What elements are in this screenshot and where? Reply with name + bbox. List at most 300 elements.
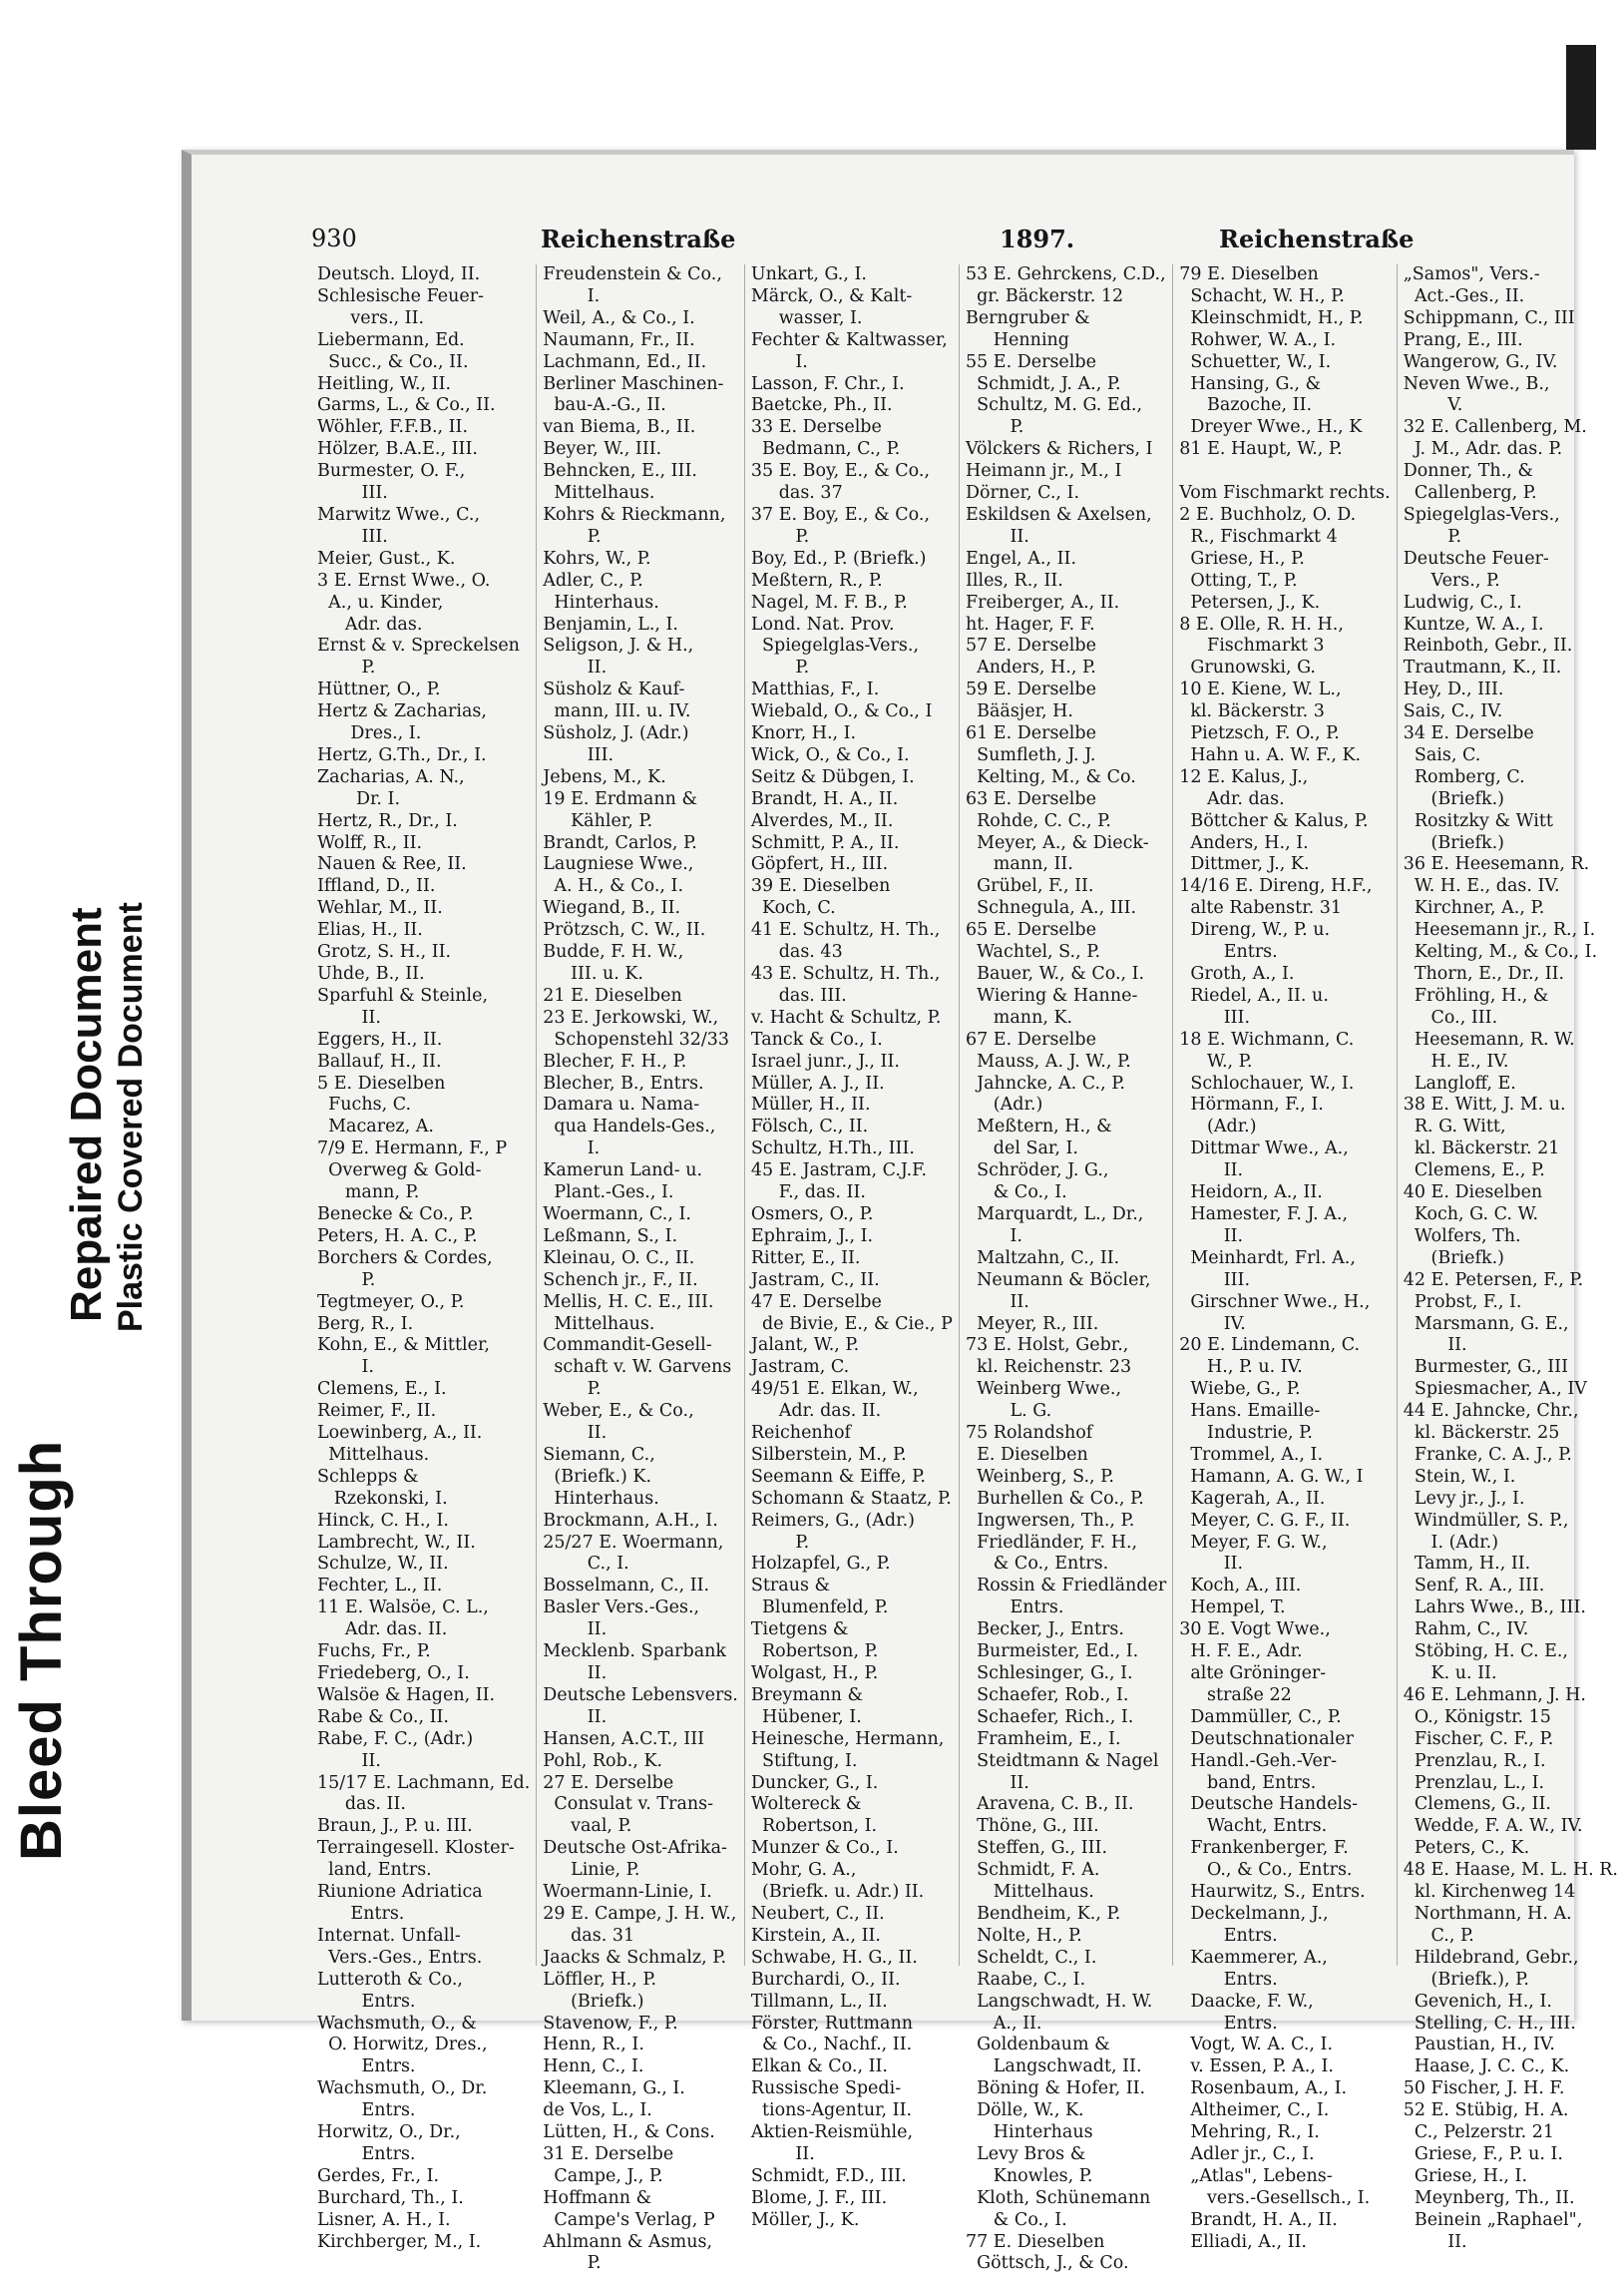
directory-entry-line: Rabe & Co., II. [317,1706,449,1727]
directory-entry-line: Lütten, H., & Cons. [543,2122,715,2143]
directory-entry-line: Mauss, A. J. W., P. [965,1051,1131,1072]
directory-entry-line: Göpfert, H., III. [750,854,889,875]
directory-entry-line: 21 E. Dieselben [543,985,682,1006]
directory-entry-line: F., das. II. [750,1182,866,1203]
directory-entry-line: Schopenstehl 32/33 [543,1029,730,1050]
directory-entry-line: Kelting, M., & Co., I. [1403,942,1598,963]
directory-entry-line: Grotz, S. H., II. [317,942,452,963]
directory-entry-line: Schultz, M. G. Ed., [965,395,1143,416]
directory-entry-line: Entrs. [1179,1925,1278,1946]
directory-entry-line: Reinboth, Gebr., II. [1403,636,1573,657]
directory-entry-line: Goldenbaum & [965,2035,1110,2055]
directory-entry-line: Freiberger, A., II. [965,592,1120,613]
directory-entry-line: Aravena, C. B., II. [965,1794,1134,1815]
page-number: 930 [311,225,357,252]
directory-entry-line: W. H. E., das. IV. [1403,876,1560,897]
directory-entry-line: Sparfuhl & Steinle, [317,985,489,1006]
directory-entry-line: Stiftung, I. [750,1750,858,1771]
directory-entry-line: Lachmann, Ed., II. [543,351,707,372]
directory-entry-line: Daacke, F. W., [1179,1991,1314,2012]
directory-entry-line: Brandt, H. A., II. [750,788,899,809]
directory-entry-line: Schwabe, H. G., II. [750,1947,918,1968]
directory-entry-line: 2 E. Buchholz, O. D. [1179,504,1357,525]
directory-entry-line: Jahncke, A. C., P. [965,1073,1125,1094]
directory-entry-line: Hinck, C. H., I. [317,1510,449,1531]
directory-entry-line: II. [543,658,608,679]
page-title-right: Reichenstraße [1219,225,1415,253]
directory-entry-line: Clemens, E., I. [317,1379,447,1400]
directory-entry-line: Commandit-Gesell- [543,1335,712,1356]
directory-entry-line: II. [543,1706,608,1727]
directory-entry-line: C., Pelzerstr. 21 [1403,2122,1555,2143]
directory-entry-line: Weinberg, S., P. [965,1466,1114,1487]
directory-entry-line: Thöne, G., III. [965,1816,1099,1837]
directory-entry-line: 31 E. Derselbe [543,2143,674,2164]
directory-entry-line: Clemens, G., II. [1403,1794,1551,1815]
directory-entry-line: Schultz, H.Th., III. [750,1138,915,1159]
directory-entry-line: Garms, L., & Co., II. [317,395,496,416]
directory-entry-line: Kohn, E., & Mittler, [317,1335,490,1356]
directory-entry-line: H. E., IV. [1403,1051,1509,1072]
directory-entry-line: 61 E. Derselbe [965,723,1096,744]
directory-entry-line: Koch, G. C. W. [1403,1203,1539,1224]
directory-entry-line: 81 E. Haupt, W., P. [1179,439,1343,460]
directory-entry-line: Meynberg, Th., II. [1403,2187,1575,2208]
directory-entry-line: Mittelhaus. [543,1313,655,1334]
directory-entry-line: Meyer, F. G. W., [1179,1532,1328,1553]
directory-entry-line: del Sar, I. [965,1138,1078,1159]
directory-entry-line: Kelting, M., & Co. [965,766,1136,787]
directory-entry-line: 10 E. Kiene, W. L., [1179,680,1342,700]
directory-entry-line: Prenzlau, R., I. [1403,1750,1546,1771]
directory-entry-line: Dreyer Wwe., H., K [1179,417,1363,438]
directory-entry-line: O. Horwitz, Dres., [317,2035,488,2055]
directory-entry-line: 67 E. Derselbe [965,1029,1096,1050]
directory-entry-line: Kirchberger, M., I. [317,2231,482,2252]
directory-entry-line: Russische Spedi- [750,2078,902,2099]
directory-entry-line: Meyer, C. G. F., II. [1179,1510,1351,1531]
directory-entry-line: V. [1403,395,1463,416]
directory-entry-line: P. [750,1532,810,1553]
directory-entry-line: Peters, H. A. C., P. [317,1225,478,1246]
directory-entry-line: de Vos, L., I. [543,2100,652,2121]
directory-entry-line: v. Hacht & Schultz, P. [750,1007,942,1028]
directory-entry-line: Donner, Th., & [1403,461,1533,482]
directory-entry-line: Levy Bros & [965,2143,1086,2164]
directory-entry-line: II. [543,1663,608,1683]
directory-entry-line: Vers., P. [1403,570,1500,591]
directory-entry-line: Benecke & Co., P. [317,1203,474,1224]
directory-entry-line: 30 E. Vogt Wwe., [1179,1619,1331,1640]
directory-entry-line: Bedmann, C., P. [750,439,901,460]
directory-entry-line: Clemens, E., P. [1403,1160,1545,1181]
directory-entry-line: 57 E. Derselbe [965,636,1096,657]
directory-entry-line: Dres., I. [317,723,422,744]
directory-entry-line: Berngruber & [965,307,1090,328]
directory-entry-line: 63 E. Derselbe [965,788,1096,809]
directory-entry-line: I. [543,1138,601,1159]
directory-entry-line: Entrs. [1179,942,1278,963]
directory-entry-line: Tegtmeyer, O., P. [317,1291,465,1312]
directory-entry-line: Prang, E., III. [1403,329,1523,350]
directory-entry-line: mann, II. [965,854,1073,875]
directory-entry-line: II. [1179,1225,1244,1246]
directory-entry-line: Wiegand, B., II. [543,898,681,919]
directory-entry-line: Behncken, E., III. [543,461,697,482]
directory-entry-line: Hüttner, O., P. [317,680,441,700]
directory-entry-line: Brandt, H. A., II. [1179,2209,1338,2230]
directory-entry-line: Elliadi, A., II. [1179,2231,1307,2252]
directory-entry-line: Kleinau, O. C., II. [543,1247,695,1268]
directory-entry-line: I. [543,285,601,306]
directory-entry-line: Hamester, F. J. A., [1179,1203,1349,1224]
directory-entry-line: Pohl, Rob., K. [543,1750,663,1771]
directory-entry-line: Basler Vers.-Ges., [543,1597,700,1618]
directory-entry-line: 79 E. Dieselben [1179,264,1319,284]
directory-entry-line: vers.-Gesellsch., I. [1179,2187,1371,2208]
directory-entry-line: P. [1403,526,1462,547]
directory-entry-line: kl. Bäckerstr. 3 [1179,701,1325,722]
directory-entry-line: Friedländer, F. H., [965,1532,1138,1553]
directory-entry-line: Zacharias, A. N., [317,766,465,787]
directory-entry-line: Becker, J., Entrs. [965,1619,1124,1640]
directory-entry-line: Prenzlau, L., I. [1403,1772,1545,1793]
directory-entry-line: P. [750,658,810,679]
directory-entry-line: Franke, C. A. J., P. [1403,1444,1572,1465]
directory-entry-line: Linie, P. [543,1860,640,1881]
directory-entry-line: Seemann & Eiffe, P. [750,1466,926,1487]
directory-entry-line: Langloff, E. [1403,1073,1516,1094]
directory-entry-line: Iffland, D., II. [317,876,436,897]
directory-entry-line: I. (Adr.) [1403,1532,1499,1553]
directory-entry-line: 23 E. Jerkowski, W., [543,1007,719,1028]
directory-entry-line: Stein, W., I. [1403,1466,1516,1487]
directory-entry-line: Kohrs, W., P. [543,548,651,569]
directory-entry-line: 46 E. Lehmann, J. H. [1403,1684,1586,1705]
directory-entry-line: Bazoche, II. [1179,395,1313,416]
directory-entry-line: Hübener, I. [750,1706,862,1727]
directory-entry-line: & Co., Entrs. [965,1554,1109,1575]
directory-entry-line: Schlochauer, W., I. [1179,1073,1355,1094]
directory-entry-line: Jalant, W., P. [750,1335,860,1356]
directory-entry-line: Sais, C., IV. [1403,701,1503,722]
directory-entry-line: mann, P. [317,1182,420,1203]
directory-entry-line: 65 E. Derselbe [965,920,1096,941]
directory-entry-line: 38 E. Witt, J. M. u. [1403,1095,1566,1116]
directory-entry-line: Kleinschmidt, H., P. [1179,307,1364,328]
directory-entry-line: das. II. [317,1794,406,1815]
directory-entry-line: Henn, C., I. [543,2056,644,2077]
directory-entry-line: 77 E. Dieselben [965,2231,1105,2252]
directory-entry-line: Kirstein, A., II. [750,1925,881,1946]
directory-entry-line: Neven Wwe., B., [1403,373,1550,394]
side-label-strip [0,399,195,1861]
directory-entry-line: Entrs. [965,1597,1064,1618]
directory-entry-line: II. [1403,1335,1467,1356]
directory-entry-line: Meinhardt, Frl. A., [1179,1247,1356,1268]
directory-entry-line: Hölzer, B.A.E., III. [317,439,478,460]
directory-entry-line: Adler jr., C., I. [1179,2143,1315,2164]
directory-entry-line: Beyer, W., III. [543,439,662,460]
directory-entry-line: Jastram, C., II. [750,1269,880,1290]
directory-entry-line: C., I. [543,1554,629,1575]
directory-entry-line: II. [965,1772,1029,1793]
directory-entry-line: Dölle, W., K. [965,2100,1084,2121]
directory-entry-line: Horwitz, O., Dr., [317,2122,461,2143]
directory-entry-line: A., u. Kinder, [317,592,444,613]
directory-entry-line: Heinesche, Hermann, [750,1728,945,1749]
directory-entry-line: Entrs. [317,1991,416,2012]
directory-entry-line: H., P. u. IV. [1179,1357,1303,1378]
directory-entry-line: (Briefk.), P. [1403,1969,1529,1990]
directory-entry-line: 8 E. Olle, R. H. H., [1179,614,1344,635]
directory-entry-line: v. Essen, P. A., I. [1179,2056,1334,2077]
directory-entry-line: 73 E. Holst, Gebr., [965,1335,1129,1356]
directory-entry-line: Süsholz, J. (Adr.) [543,723,689,744]
directory-entry-line: II. [1179,1554,1244,1575]
directory-entry-line: Förster, Ruttmann [750,2013,913,2034]
directory-entry-line: Elkan & Co., II. [750,2056,888,2077]
directory-entry-line: 41 E. Schultz, H. Th., [750,920,941,941]
plastic-covered-label: Plastic Covered Document [112,902,150,1332]
directory-entry-line: Müller, A. J., II. [750,1073,885,1094]
directory-entry-line: Stelling, C. H., III. [1403,2013,1576,2034]
directory-entry-line: Brockmann, A.H., I. [543,1510,718,1531]
directory-entry-line: Liebermann, Ed. [317,329,465,350]
directory-entry-line: Lond. Nat. Prov. [750,614,895,635]
directory-entry-line: A. H., & Co., I. [543,876,684,897]
directory-entry-line: K. u. II. [1403,1663,1497,1683]
page-header [311,225,1459,264]
directory-entry-line: II. [965,526,1029,547]
directory-entry-line: Windmüller, S. P., [1403,1510,1569,1531]
directory-entry-line: Schaefer, Rich., I. [965,1706,1134,1727]
directory-entry-line: Deutschnationaler [1179,1728,1354,1749]
directory-entry-line: land, Entrs. [317,1860,432,1881]
directory-column-1 [311,264,537,2252]
directory-entry-line: Hamann, A. G. W., I [1179,1466,1364,1487]
directory-entry-line: Alverdes, M., II. [750,810,894,831]
directory-entry-line: Gerdes, Fr., I. [317,2165,440,2186]
directory-entry-line: Lahrs Wwe., B., III. [1403,1597,1586,1618]
directory-entry-line: Meßtern, R., P. [750,570,883,591]
directory-entry-line: Mittelhaus. [965,1882,1094,1903]
directory-entry-line: I. [965,1225,1022,1246]
directory-entry-line: Schmidt, F.D., III. [750,2165,907,2186]
directory-entry-line: Dörner, C., I. [965,483,1080,504]
directory-entry-line: Munzer & Co., I. [750,1838,899,1859]
directory-entry-line: Lisner, A. H., I. [317,2209,451,2230]
directory-entry-line: Schmidt, F. A. [965,1860,1100,1881]
directory-entry-line: Consulat v. Trans- [543,1794,714,1815]
directory-column-5 [1173,264,1397,2252]
directory-entry-line: Schaefer, Rob., I. [965,1684,1129,1705]
directory-entry-line: kl. Kirchenweg 14 [1403,1882,1576,1903]
page-year: 1897. [1000,225,1075,253]
directory-entry-line: Paustian, H., IV. [1403,2035,1555,2055]
directory-entry-line: Campe's Verlag, P [543,2209,715,2230]
directory-entry-line: Eggers, H., II. [317,1029,443,1050]
directory-entry-line: 20 E. Lindemann, C. [1179,1335,1361,1356]
directory-entry-line: Burchard, Th., I. [317,2187,464,2208]
directory-entry-line: 3 E. Ernst Wwe., O. [317,570,491,591]
directory-entry-line: Märck, O., & Kalt- [750,285,913,306]
directory-entry-line: alte Gröninger- [1179,1663,1327,1683]
directory-entry-line: Damara u. Nama- [543,1095,700,1116]
directory-entry-line: das. 31 [543,1925,635,1946]
directory-entry-line: Entrs. [317,2056,416,2077]
directory-entry-line: Sais, C. [1403,744,1481,765]
directory-entry-line: Hans. Emaille- [1179,1401,1321,1422]
directory-entry-line: Grübel, F., II. [965,876,1094,897]
directory-entry-line: Ritter, E., II. [750,1247,861,1268]
directory-entry-line: Eskildsen & Axelsen, [965,504,1152,525]
directory-entry-line: Weil, A., & Co., I. [543,307,695,328]
directory-entry-line: Deutsche Feuer- [1403,548,1549,569]
directory-entry-line: Adr. das. [1179,788,1285,809]
directory-entry-line: 33 E. Derselbe [750,417,882,438]
directory-column-4 [960,264,1173,2274]
directory-entry-line: das. 43 [750,942,843,963]
directory-entry-line: Schmitt, P. A., II. [750,832,900,853]
directory-entry-line: 49/51 E. Elkan, W., [750,1379,919,1400]
directory-entry-line: Göttsch, J., & Co. [965,2253,1129,2274]
directory-entry-line: 40 E. Dieselben [1403,1182,1543,1203]
directory-entry-line: Reimers, G., (Adr.) [750,1510,915,1531]
directory-entry-line: 35 E. Boy, E., & Co., [750,461,931,482]
directory-entry-line: III. u. K. [543,964,643,984]
directory-entry-line: (Briefk.) [1403,788,1505,809]
directory-entry-line: Entrs. [317,2143,416,2164]
directory-entry-line: Wiebe, G., P. [1179,1379,1301,1400]
directory-entry-line: II. [317,1750,381,1771]
directory-entry-line: R. G. Witt, [1403,1117,1506,1138]
directory-entry-line: Süsholz & Kauf- [543,680,685,700]
directory-entry-line: Schröder, J. G., [965,1160,1109,1181]
directory-entry-line: Woermann-Linie, I. [543,1882,712,1903]
directory-entry-line: O., & Co., Entrs. [1179,1860,1353,1881]
directory-entry-line: Neubert, C., II. [750,1903,885,1924]
directory-entry-line: Heimann jr., M., I [965,461,1122,482]
directory-entry-line: Bauer, W., & Co., I. [965,964,1145,984]
directory-entry-line: 18 E. Wichmann, C. [1179,1029,1355,1050]
directory-entry-line: 15/17 E. Lachmann, Ed. [317,1772,531,1793]
directory-entry-line: Wiering & Hanne- [965,985,1138,1006]
directory-entry-line: Vers.-Ges., Entrs. [317,1947,483,1968]
directory-entry-line: 14/16 E. Direng, H.F., [1179,876,1373,897]
directory-entry-line: Girschner Wwe., H., [1179,1291,1371,1312]
directory-entry-line: II. [317,1007,381,1028]
directory-entry-line: Act.-Ges., II. [1403,285,1525,306]
directory-entry-line: 5 E. Dieselben [317,1073,446,1094]
directory-entry-line: Dr. I. [317,788,401,809]
directory-entry-line: II. [965,1291,1029,1312]
directory-entry-line: Kuntze, W. A., I. [1403,614,1544,635]
directory-entry-line: Israel junr., J., II. [750,1051,900,1072]
directory-entry-line: Schlepps & [317,1466,419,1487]
directory-entry-line: Frankenberger, F. [1179,1838,1349,1859]
directory-entry-line: & Co., Nachf., II. [750,2035,913,2055]
directory-entry-line: Weber, E., & Co., [543,1401,694,1422]
directory-entry-line: Seligson, J. & H., [543,636,694,657]
directory-entry-line: 36 E. Heesemann, R. [1403,854,1590,875]
directory-entry-line: Rahm, C., IV. [1403,1619,1529,1640]
directory-entry-line: Seitz & Dübgen, I. [750,766,915,787]
directory-entry-line: Fuchs, C. [317,1095,412,1116]
directory-entry-line: Robertson, P. [750,1641,879,1662]
repaired-document-label: Repaired Document [62,907,111,1322]
directory-entry-line: Internat. Unfall- [317,1925,461,1946]
directory-entry-line: Heitling, W., II. [317,373,452,394]
directory-entry-line: qua Handels-Ges., [543,1117,716,1138]
directory-entry-line: Borchers & Cordes, [317,1247,493,1268]
directory-entry-line: Burmeister, Ed., I. [965,1641,1139,1662]
directory-entry-line: Wehlar, M., II. [317,898,443,919]
directory-entry-line: Laugniese Wwe., [543,854,694,875]
directory-entry-line: Weinberg Wwe., [965,1379,1122,1400]
directory-entry-line: Prötzsch, C. W., II. [543,920,706,941]
directory-entry-line: Handl.-Geh.-Ver- [1179,1750,1338,1771]
directory-entry-line: Spiesmacher, A., IV [1403,1379,1587,1400]
directory-entry-line: Ephraim, J., I. [750,1225,874,1246]
directory-entry-line: Schacht, W. H., P. [1179,285,1345,306]
directory-entry-line: Möller, J., K. [750,2209,860,2230]
directory-entry-line: Benjamin, L., I. [543,614,678,635]
directory-entry-line: Spiegelglas-Vers., [750,636,920,657]
directory-entry-line: Knorr, H., I. [750,723,857,744]
directory-entry-line: Meyer, A., & Dieck- [965,832,1149,853]
directory-entry-line: das. 37 [750,483,843,504]
directory-entry-line: Meyer, R., III. [965,1313,1099,1334]
directory-entry-line: Industrie, P. [1179,1423,1313,1444]
directory-entry-line: tions-Agentur, II. [750,2100,913,2121]
directory-entry-line: Schippmann, C., III [1403,307,1575,328]
directory-entry-line: Kleemann, G., I. [543,2078,685,2099]
directory-entry-line: Fischer, C. F., P. [1403,1728,1554,1749]
directory-entry-line: Tanck & Co., I. [750,1029,883,1050]
directory-entry-line: 32 E. Callenberg, M. [1403,417,1587,438]
directory-entry-line: Rossin & Friedländer [965,1576,1167,1596]
directory-entry-line: Griese, H., P. [1179,548,1305,569]
directory-entry-line: Marwitz Wwe., C., [317,504,481,525]
directory-entry-line: Rabe, F. C., (Adr.) [317,1728,474,1749]
directory-entry-line: (Adr.) [1179,1117,1257,1138]
directory-entry-line: Stöbing, H. C. E., [1403,1641,1568,1662]
directory-entry-line: P. [543,1379,602,1400]
directory-entry-line: Spiegelglas-Vers., [1403,504,1560,525]
directory-entry-line: Haase, J. C. C., K. [1403,2056,1570,2077]
directory-entry-line: Wolff, R., II. [317,832,423,853]
directory-entry-line: Robertson, I. [750,1816,878,1837]
directory-entry-line: II. [1179,1160,1244,1181]
directory-entry-line: Leßmann, S., I. [543,1225,678,1246]
directory-entry-line: Hoffmann & [543,2187,652,2208]
directory-entry-line: Hansen, A.C.T., III [543,1728,705,1749]
directory-entry-line: Müller, H., II. [750,1095,871,1116]
directory-entry-line: band, Entrs. [1179,1772,1317,1793]
directory-entry-line: (Adr.) [965,1095,1043,1116]
directory-entry-line: Otting, T., P. [1179,570,1298,591]
directory-entry-line: W., P. [1179,1051,1253,1072]
directory-entry-line: Petersen, J., K. [1179,592,1321,613]
directory-entry-line: kl. Reichenstr. 23 [965,1357,1132,1378]
directory-entry-line: Nauen & Ree, II. [317,854,467,875]
directory-entry-line: Hörmann, F., I. [1179,1095,1324,1116]
directory-entry-line: Koch, C. [750,898,836,919]
directory-entry-line: Schulze, W., II. [317,1554,449,1575]
directory-entry-line: 34 E. Derselbe [1403,723,1534,744]
directory-entry-line: J. M., Adr. das. P. [1403,439,1563,460]
